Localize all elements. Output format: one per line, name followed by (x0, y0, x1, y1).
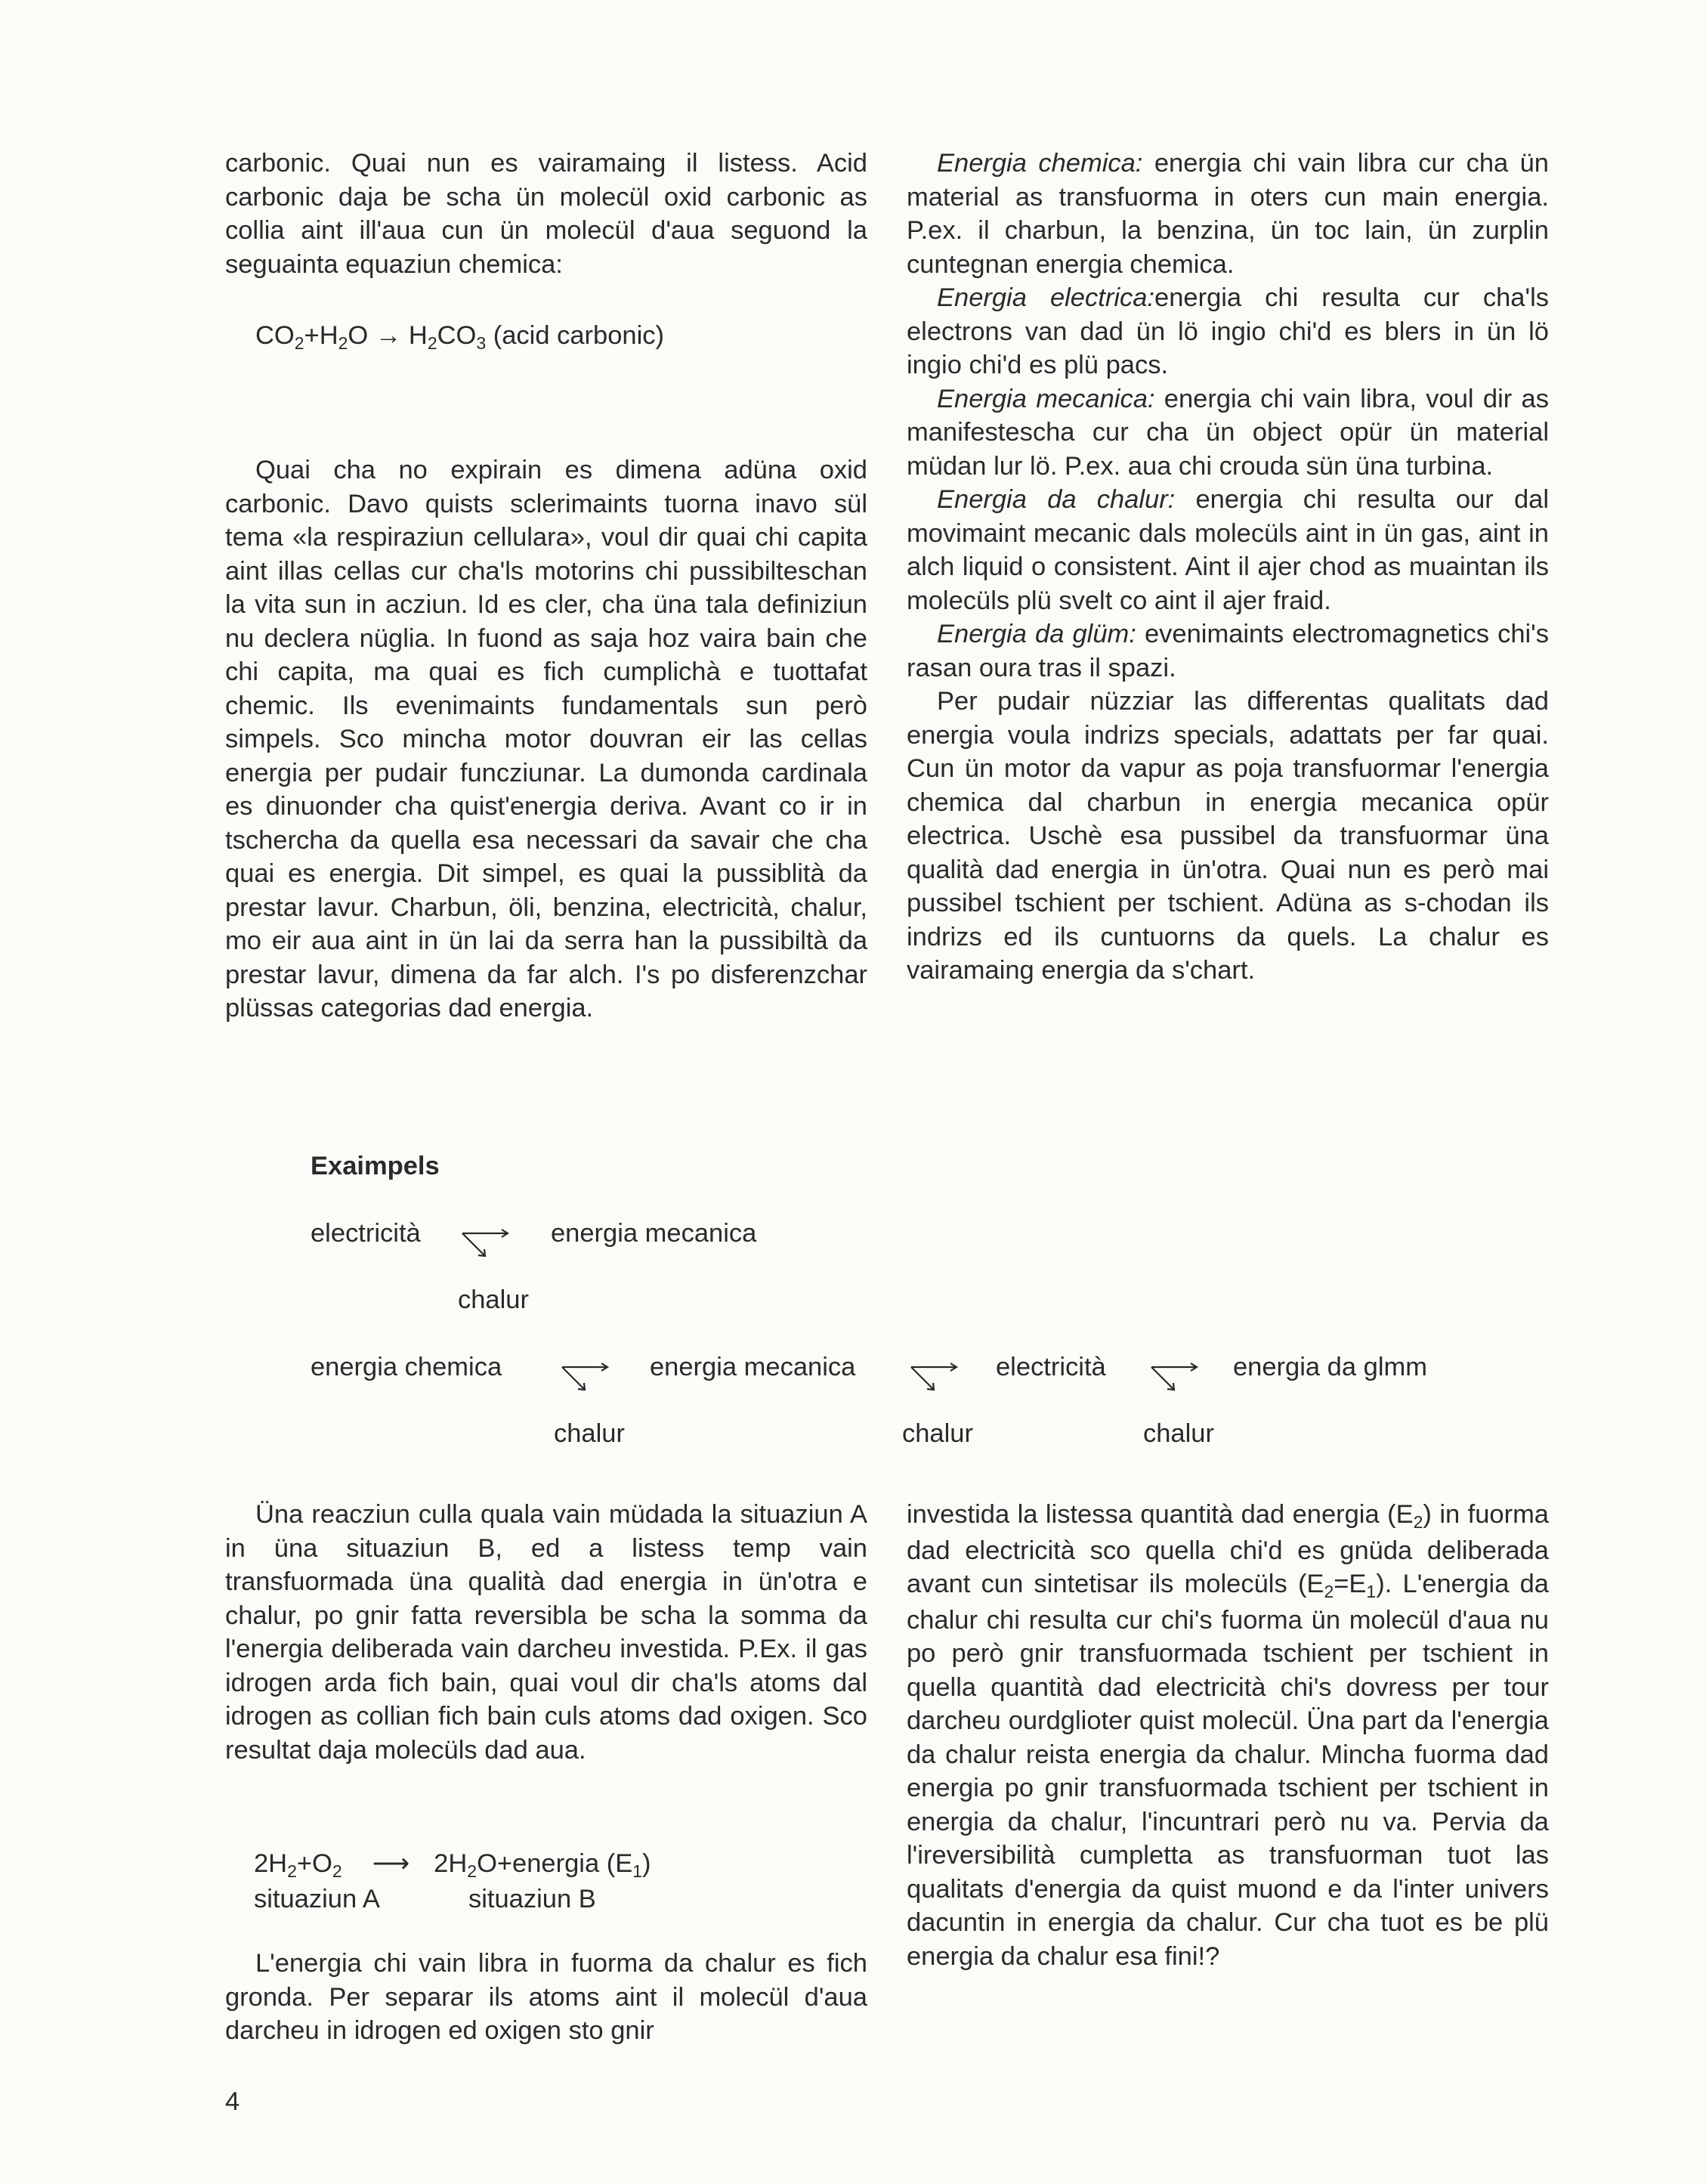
text-run: ). L'energia da chalur chi resulta cur chi's fuorma ün molecül d'aua nu po però gnir transfuormada tschient per tschient in quella quantità dad electricità chi's dovress per tour darcheu ourdglioter quist molecül. Üna part da l'energia da chalur reista energia da chalur. Mincha fuorma dad energia po gnir transfuormada tschient per tschient in energia da chalur, l'incuntrari però nu va. Pervia da l'ireversibilità cumpletta as transfuorman tuot las qualitats d'energia da quist muond e da l'inter univers dacuntin in energia da chalur. Cur cha tuot es be plü energia da chalur esa fini!? (907, 1570, 1549, 1971)
subscript: 2 (1413, 1512, 1423, 1532)
node-chalur: chalur (458, 1285, 529, 1314)
eq-part: CO (437, 321, 477, 350)
split-arrow-icon (558, 1358, 618, 1397)
eq-sub: 3 (476, 333, 487, 353)
node-energia-chemica: energia chemica (311, 1353, 502, 1381)
paragraph: Per pudair nüzziar las differentas qualitats dad energia voula indrizs specials, adattats per far quai. Cun ün motor da vapur as poja transfuormar l'energia chemica dal charbun in energia mecanica opür electrica. Uschè esa pussibel da transfuormar üna qualità dad energia in ün'otra. Quai nun es però mai pussibel tschient per tschient. Adüna as s-chodan ils indrizs ed ils cuntuorns da quels. La chalur es vairamaing energia da s'chart. (907, 687, 1549, 985)
node-electricita: electricità (996, 1353, 1106, 1381)
eq-part: CO (255, 321, 295, 350)
definition-glum (907, 617, 1549, 685)
page-number: 4 (225, 2087, 240, 2116)
definition-text: energia chi resulta cur cha'ls electrons van dad ün lö ingio chi'd es blers in ün lö ingio chi'd es plü pacs. (907, 283, 1549, 379)
text-column-bottom-left-cont (225, 1947, 867, 2048)
definition-text: energia chi resulta our dal movimaint mecanic dals molecüls aint in ün gas, aint in alch liquid o consistent. Aint il ajer chod as muaintan ils molecüls plü svelt co aint il ajer fraid. (907, 485, 1549, 615)
node-energia-da-glum: energia da glmm (1233, 1353, 1427, 1381)
definition-label: Energia mecanica: (937, 384, 1155, 413)
definition-text: evenimaints electromagnetics chi's rasan oura tras il spazi. (907, 620, 1550, 682)
definition-chalur (907, 483, 1549, 617)
definition-text: energia chi vain libra, voul dir as manifestescha cur cha ün object opür ün material müdan lur lö. P.ex. aua chi crouda sün üna turbina. (907, 384, 1549, 481)
chemical-equation-water (254, 1847, 651, 1916)
eq-sub: 2 (338, 333, 348, 353)
node-chalur: chalur (902, 1419, 973, 1448)
eq-part: 2H (254, 1849, 288, 1878)
text-column-top-right (907, 147, 1549, 988)
split-arrow-icon (907, 1358, 967, 1397)
eq-sub: 2 (287, 1861, 297, 1881)
paragraph: Üna reacziun culla quala vain müdada la situaziun A in üna situaziun B, ed a listess temp vain transfuormada üna qualità dad energia in ün'otra e chalur, po gnir fatta reversibla be scha la somma da l'energia deliberada vain darcheu investida. P.Ex. il gas idrogen arda fich bain, quai voul dir cha'ls atoms dal idrogen as collian fich bain culs atoms dad oxigen. Sco resultat daja molecüls dad aua. (225, 1500, 867, 1765)
text-run: =E (1334, 1570, 1367, 1598)
definition-mecanica (907, 382, 1549, 484)
examples-heading: Exaimpels (311, 1152, 440, 1180)
definition-label: Energia da glüm: (937, 620, 1136, 648)
situation-a-label: situaziun A (254, 1885, 380, 1913)
eq-sub: 2 (467, 1861, 477, 1881)
text-column-bottom-left (225, 1498, 867, 1767)
eq-part: +O (296, 1849, 332, 1878)
definition-electrica (907, 281, 1549, 382)
node-chalur: chalur (554, 1419, 625, 1448)
node-electricita: electricità (311, 1219, 421, 1248)
eq-part: +H (304, 321, 338, 350)
eq-part: O+energia (E (477, 1849, 633, 1878)
text-column-top-left (225, 147, 867, 281)
eq-sub: 2 (332, 1861, 342, 1881)
eq-sub: 1 (632, 1861, 643, 1881)
definition-label: Energia chemica: (937, 149, 1143, 178)
text-run: ) in fuorma dad electricità sco quella chi'd es gnüda deliberada avant cun sintetisar ils molecüls (E (907, 1500, 1549, 1598)
definition-label: Energia electrica: (937, 283, 1155, 312)
text-column-top-left-cont (225, 453, 867, 1025)
paragraph: L'energia chi vain libra in fuorma da chalur es fich gronda. Per separar ils atoms aint il molecül d'aua darcheu in idrogen ed oxigen sto gnir (225, 1949, 867, 2045)
paragraph (907, 1498, 1549, 1973)
definition-label: Energia da chalur: (937, 485, 1176, 514)
subscript: 2 (1324, 1582, 1334, 1601)
eq-part: O → H (348, 321, 428, 350)
split-arrow-icon (1147, 1358, 1207, 1397)
node-energia-mecanica: energia mecanica (650, 1353, 856, 1381)
node-chalur: chalur (1143, 1419, 1214, 1448)
eq-arrow: ⟶ (372, 1849, 410, 1878)
definition-chemica (907, 147, 1549, 281)
paragraph: carbonic. Quai nun es vairamaing il listess. Acid carbonic daja be scha ün molecül oxid carbonic as collia aint ill'aua cun ün molecül d'aua seguond la seguainta equaziun chemica: (225, 149, 867, 279)
eq-sub: 2 (294, 333, 304, 353)
text-column-bottom-right (907, 1498, 1549, 1973)
situation-b-label: situaziun B (468, 1885, 596, 1913)
paragraph: Quai cha no expirain es dimena adüna oxid carbonic. Davo quists sclerimaints tuorna inavo sül tema «la respiraziun cellulara», voul dir quai chi capita aint illas cellas cur cha'ls motorins chi pussibilteschan la vita sun in acziun. Id es cler, cha üna tala definiziun nu declera nüglia. In fuond as saja hoz vaira bain che chi capita, ma quai es fich cumplichà e tuottafat chemic. Ils evenimaints fundamentals sun però simpels. Sco mincha motor douvran eir las cellas energia per pudair funcziunar. La dumonda cardinala es dinuonder cha quist'energia deriva. Avant co ir in tschercha da quella esa necessari da savair che cha quai es energia. Dit simpel, es quai la pussiblità da prestar lavur. Charbun, öli, benzina, electricità, chalur, mo eir aua aint in ün lai da serra han la pussibiltà da prestar lavur, dimena da far alch. I's po disferenzchar plüssas categorias dad energia. (225, 456, 867, 1022)
equation-line (254, 1847, 651, 1882)
definition-text: energia chi vain libra cur cha ün material as transfuorma in oters cun main energia. P.ex. il charbun, la benzina, ün toc lain, ün zurplin cuntegnan energia chemica. (907, 149, 1549, 279)
node-energia-mecanica: energia mecanica (551, 1219, 757, 1248)
eq-part: ) (642, 1849, 651, 1878)
eq-sub: 2 (427, 333, 437, 353)
chemical-equation-co2 (255, 319, 664, 354)
equation-situations (254, 1882, 651, 1916)
split-arrow-icon (458, 1224, 518, 1264)
eq-part: (acid carbonic) (486, 321, 665, 350)
subscript: 1 (1366, 1582, 1377, 1601)
eq-part: 2H (434, 1849, 468, 1878)
text-run: investida la listessa quantità dad energia (E (907, 1500, 1414, 1529)
